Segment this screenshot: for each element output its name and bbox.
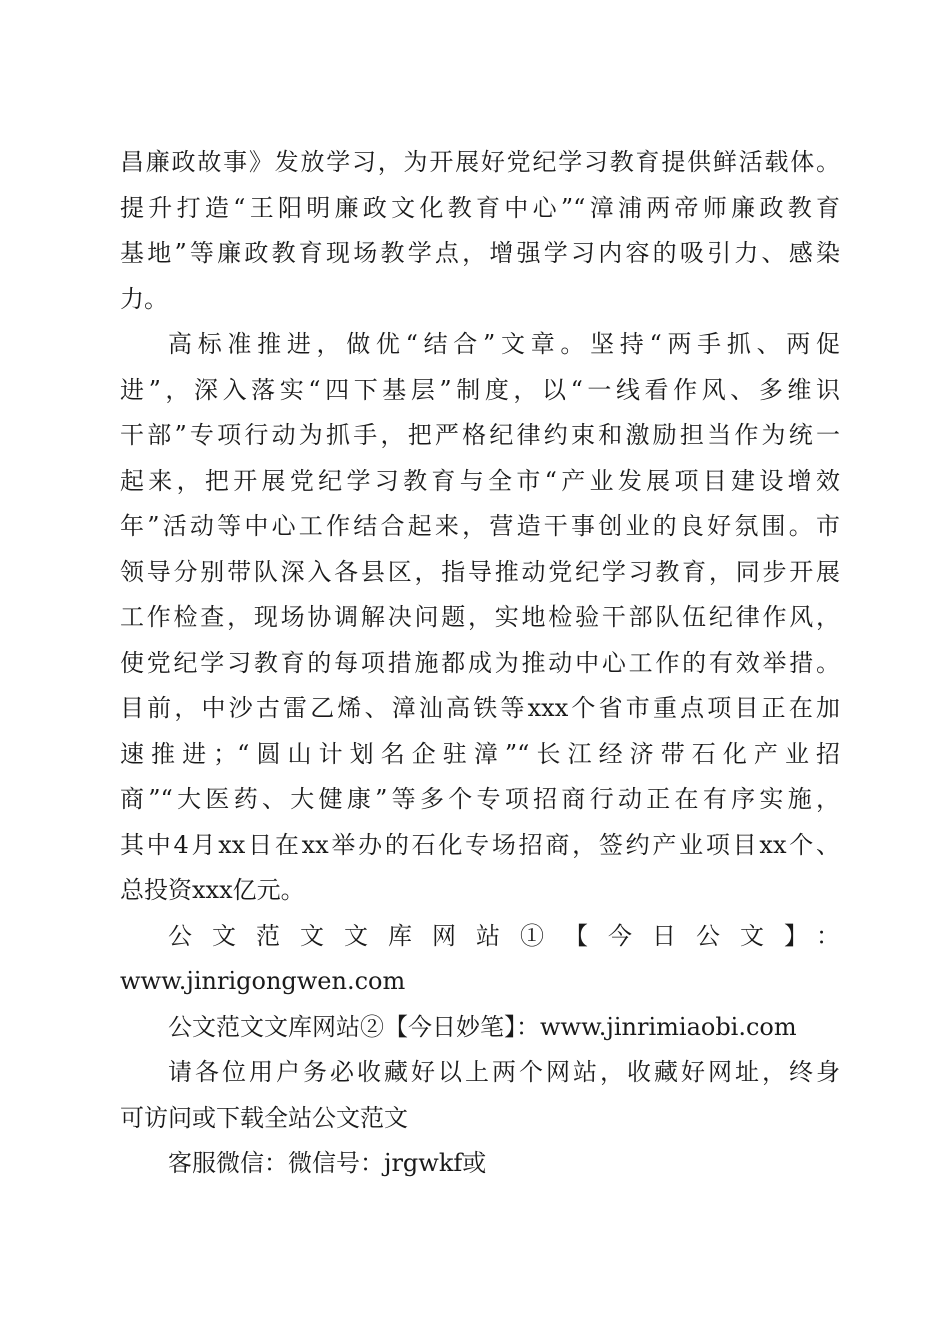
paragraph-line: 目前，中沙古雷乙烯、漳汕高铁等xxx个省市重点项目正在加 — [120, 694, 840, 722]
website-2-line[interactable]: 公文范文文库网站②【今日妙笔】：www.jinrimiaobi.com — [168, 1013, 797, 1041]
paragraph-line: 高标准推进，做优“结合”文章。坚持“两手抓、两促 — [168, 330, 840, 358]
paragraph-line: 速推进；“圆山计划名企驻漳”“长江经济带石化产业招 — [120, 740, 840, 768]
paragraph-line: 基地”等廉政教育现场教学点，增强学习内容的吸引力、感染 — [120, 239, 840, 267]
notice-line: 可访问或下载全站公文范文 — [120, 1104, 408, 1132]
customer-service-wechat: 客服微信：微信号：jrgwkf或 — [168, 1149, 487, 1177]
paragraph-line: 工作检查，现场协调解决问题，实地检验干部队伍纪律作风， — [120, 603, 840, 631]
paragraph-line: 干部”专项行动为抓手，把严格纪律约束和激励担当作为统一 — [120, 421, 840, 449]
paragraph-line: 提升打造“王阳明廉政文化教育中心”“漳浦两帝师廉政教育 — [120, 194, 840, 222]
paragraph-line: 年”活动等中心工作结合起来，营造干事创业的良好氛围。市 — [120, 512, 840, 540]
paragraph-line: 力。 — [120, 285, 168, 313]
paragraph-line: 领导分别带队深入各县区，指导推动党纪学习教育，同步开展 — [120, 558, 840, 586]
notice-line: 请各位用户务必收藏好以上两个网站，收藏好网址，终身 — [168, 1058, 840, 1086]
paragraph-line: 进”，深入落实“四下基层”制度，以“一线看作风、多维识 — [120, 376, 840, 404]
paragraph-line: 商”“大医药、大健康”等多个专项招商行动正在有序实施， — [120, 785, 840, 813]
paragraph-line: 总投资xxx亿元。 — [120, 876, 305, 904]
website-1-label: 公文范文文库网站①【今日公文】： — [168, 922, 840, 950]
paragraph-line: 其中4月xx日在xx举办的石化专场招商，签约产业项目xx个、 — [120, 831, 840, 859]
website-1-url[interactable]: www.jinrigongwen.com — [120, 967, 406, 995]
paragraph-line: 昌廉政故事》发放学习，为开展好党纪学习教育提供鲜活载体。 — [120, 148, 840, 176]
paragraph-line: 使党纪学习教育的每项措施都成为推动中心工作的有效举措。 — [120, 649, 840, 677]
paragraph-line: 起来，把开展党纪学习教育与全市“产业发展项目建设增效 — [120, 467, 840, 495]
